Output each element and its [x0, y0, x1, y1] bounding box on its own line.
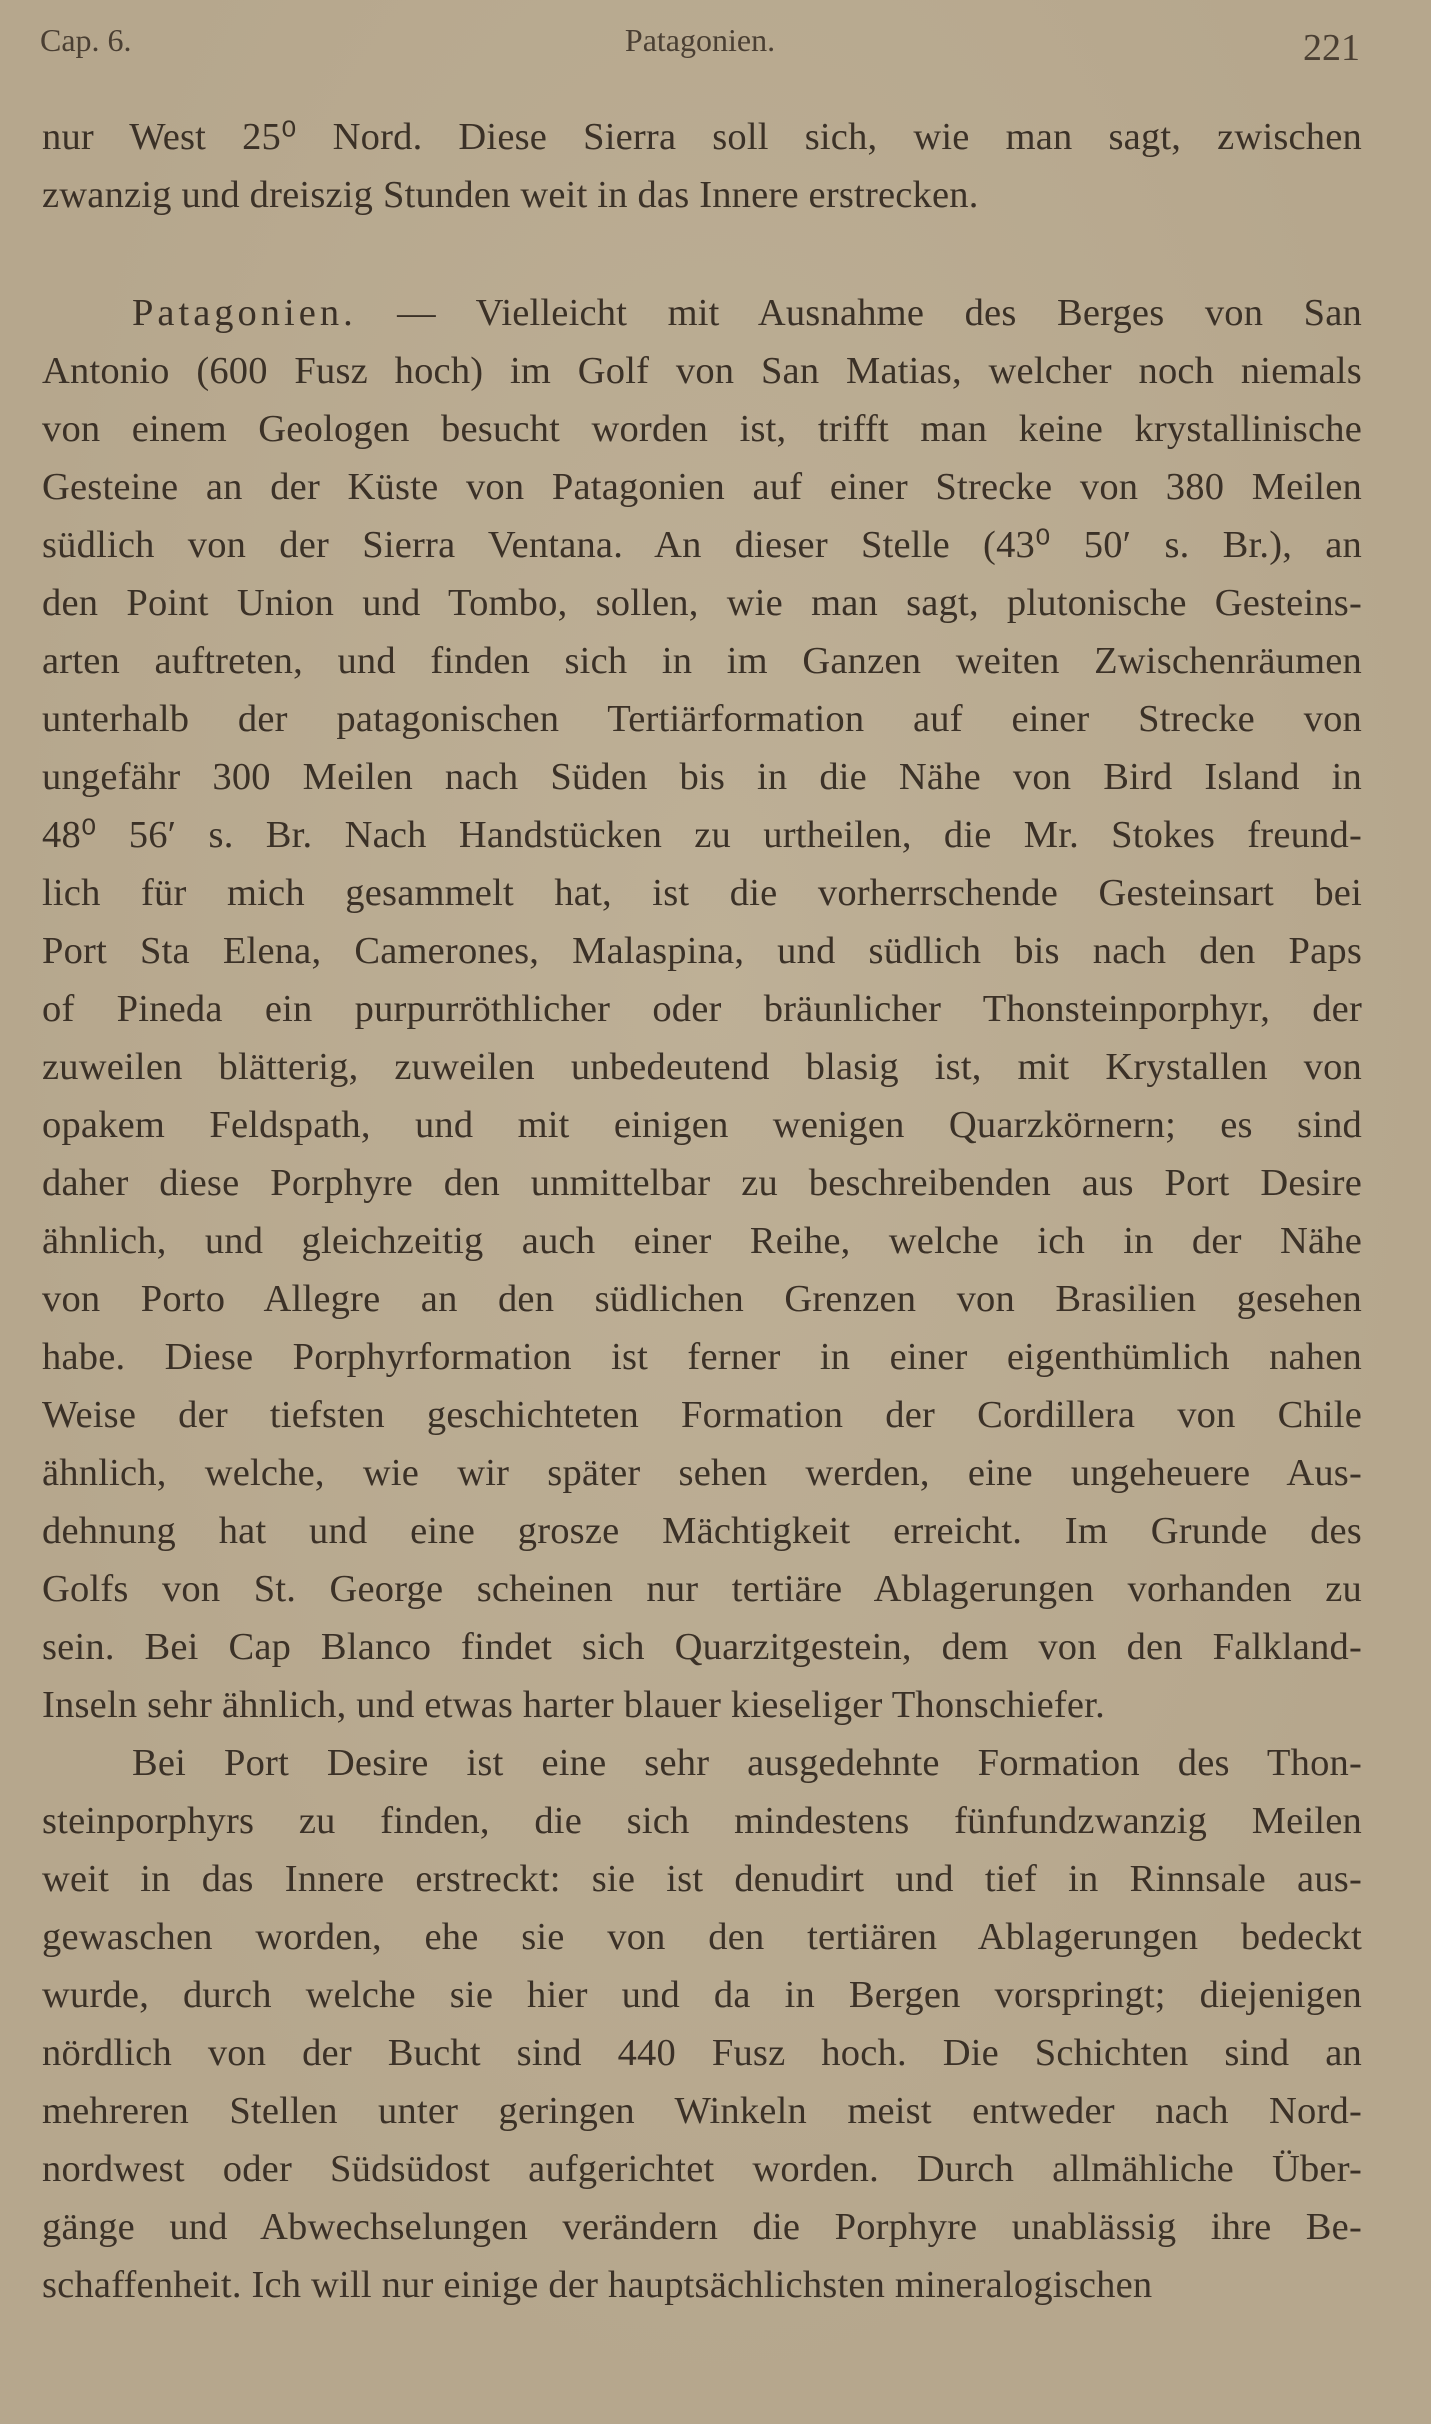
text-line: 48⁰ 56′ s. Br. Nach Handstücken zu urtheilen, die Mr. Stokes freund- — [42, 814, 1362, 856]
text-line: daher diese Porphyre den unmittelbar zu beschreibenden aus Port Desire — [42, 1162, 1362, 1204]
paragraph-gap — [42, 224, 1362, 284]
paragraph — [42, 284, 1362, 1734]
body-text — [42, 108, 1362, 2314]
text-line: nördlich von der Bucht sind 440 Fusz hoch. Die Schichten sind an — [42, 2032, 1362, 2074]
text-line: von einem Geologen besucht worden ist, trifft man keine krystallinische — [42, 408, 1362, 450]
text-line: of Pineda ein purpurröthlicher oder bräunlicher Thonsteinporphyr, der — [42, 988, 1362, 1030]
running-header — [40, 18, 1360, 70]
paragraph — [42, 1734, 1362, 2314]
text-line: schaffenheit. Ich will nur einige der hauptsächlichsten mineralogischen — [42, 2264, 1153, 2306]
text-line: opakem Feldspath, und mit einigen wenigen Quarzkörnern; es sind — [42, 1104, 1362, 1146]
text-line: Patagonien. — Vielleicht mit Ausnahme des Berges von San — [132, 292, 1362, 334]
text-line: nur West 25⁰ Nord. Diese Sierra soll sich, wie man sagt, zwischen — [42, 116, 1362, 158]
chapter-label: Cap. 6. — [40, 22, 132, 58]
text-line: ähnlich, welche, wie wir später sehen werden, eine ungeheuere Aus- — [42, 1452, 1362, 1494]
text-line: nordwest oder Südsüdost aufgerichtet worden. Durch allmähliche Über- — [42, 2148, 1362, 2190]
text-line: von Porto Allegre an den südlichen Grenzen von Brasilien gesehen — [42, 1278, 1362, 1320]
text-line: Antonio (600 Fusz hoch) im Golf von San Matias, welcher noch niemals — [42, 350, 1362, 392]
text-line: gänge und Abwechselungen verändern die Porphyre unablässig ihre Be- — [42, 2206, 1362, 2248]
text-line: wurde, durch welche sie hier und da in Bergen vorspringt; diejenigen — [42, 1974, 1362, 2016]
text-line: Inseln sehr ähnlich, und etwas harter blauer kieseliger Thonschiefer. — [42, 1684, 1105, 1726]
text-line: zwanzig und dreiszig Stunden weit in das Innere erstrecken. — [42, 174, 979, 216]
text-line: Golfs von St. George scheinen nur tertiäre Ablagerungen vorhanden zu — [42, 1568, 1362, 1610]
text-line: steinporphyrs zu finden, die sich mindestens fünfundzwanzig Meilen — [42, 1800, 1362, 1842]
text-line: ungefähr 300 Meilen nach Süden bis in die Nähe von Bird Island in — [42, 756, 1362, 798]
text-line: dehnung hat und eine grosze Mächtigkeit erreicht. Im Grunde des — [42, 1510, 1362, 1552]
text-line: ähnlich, und gleichzeitig auch einer Reihe, welche ich in der Nähe — [42, 1220, 1362, 1262]
text-line: mehreren Stellen unter geringen Winkeln meist entweder nach Nord- — [42, 2090, 1362, 2132]
running-title: Patagonien. — [624, 22, 776, 58]
text-line: den Point Union und Tombo, sollen, wie man sagt, plutonische Gesteins- — [42, 582, 1362, 624]
text-line: weit in das Innere erstreckt: sie ist denudirt und tief in Rinnsale aus- — [42, 1858, 1362, 1900]
text-line: Bei Port Desire ist eine sehr ausgedehnte Formation des Thon- — [132, 1742, 1362, 1784]
text-line: habe. Diese Porphyrformation ist ferner in einer eigenthümlich nahen — [42, 1336, 1362, 1378]
text-line: Port Sta Elena, Camerones, Malaspina, und südlich bis nach den Paps — [42, 930, 1362, 972]
text-line: gewaschen worden, ehe sie von den tertiären Ablagerungen bedeckt — [42, 1916, 1362, 1958]
paragraph — [42, 108, 1362, 224]
text-line: Weise der tiefsten geschichteten Formation der Cordillera von Chile — [42, 1394, 1362, 1436]
text-line: zuweilen blätterig, zuweilen unbedeutend blasig ist, mit Krystallen von — [42, 1046, 1362, 1088]
text-line: sein. Bei Cap Blanco findet sich Quarzitgestein, dem von den Falkland- — [42, 1626, 1362, 1668]
text-line: lich für mich gesammelt hat, ist die vorherrschende Gesteinsart bei — [42, 872, 1362, 914]
page-number: 221 — [1303, 27, 1360, 69]
text-line: arten auftreten, und finden sich in im Ganzen weiten Zwischenräumen — [42, 640, 1362, 682]
text-line: südlich von der Sierra Ventana. An dieser Stelle (43⁰ 50′ s. Br.), an — [42, 524, 1362, 566]
text-line: unterhalb der patagonischen Tertiärformation auf einer Strecke von — [42, 698, 1362, 740]
section-heading-word: Patagonien. — [132, 292, 357, 334]
text-line: Gesteine an der Küste von Patagonien auf einer Strecke von 380 Meilen — [42, 466, 1362, 508]
